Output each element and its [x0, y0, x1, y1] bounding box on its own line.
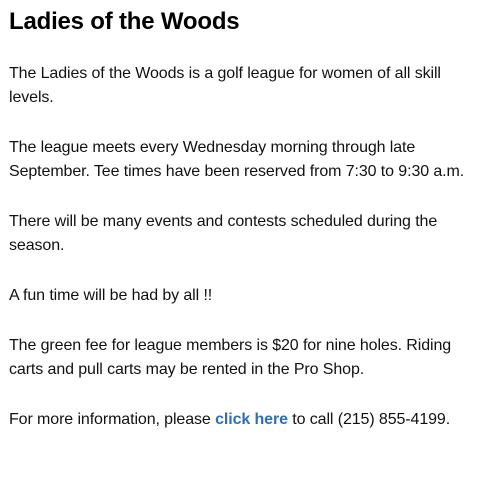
click-here-link[interactable]: click here: [215, 411, 288, 428]
schedule-paragraph: The league meets every Wednesday morning through late September. Tee times have been reserved from 7:30 to 9:30 a.m.: [9, 139, 465, 180]
page-title: Ladies of the Woods: [9, 8, 240, 35]
contact-prefix: For more information, please: [9, 411, 216, 428]
fun-paragraph: A fun time will be had by all !!: [9, 287, 213, 304]
fees-paragraph: The green fee for league members is $20 for nine holes. Riding carts and pull carts may be rented in the Pro Shop.: [9, 337, 452, 378]
events-paragraph: There will be many events and contests scheduled during the season.: [9, 213, 438, 254]
contact-suffix: to call (215) 855-4199.: [287, 411, 451, 428]
contact-paragraph: [9, 408, 472, 432]
intro-paragraph: The Ladies of the Woods is a golf league for women of all skill levels.: [9, 65, 441, 106]
